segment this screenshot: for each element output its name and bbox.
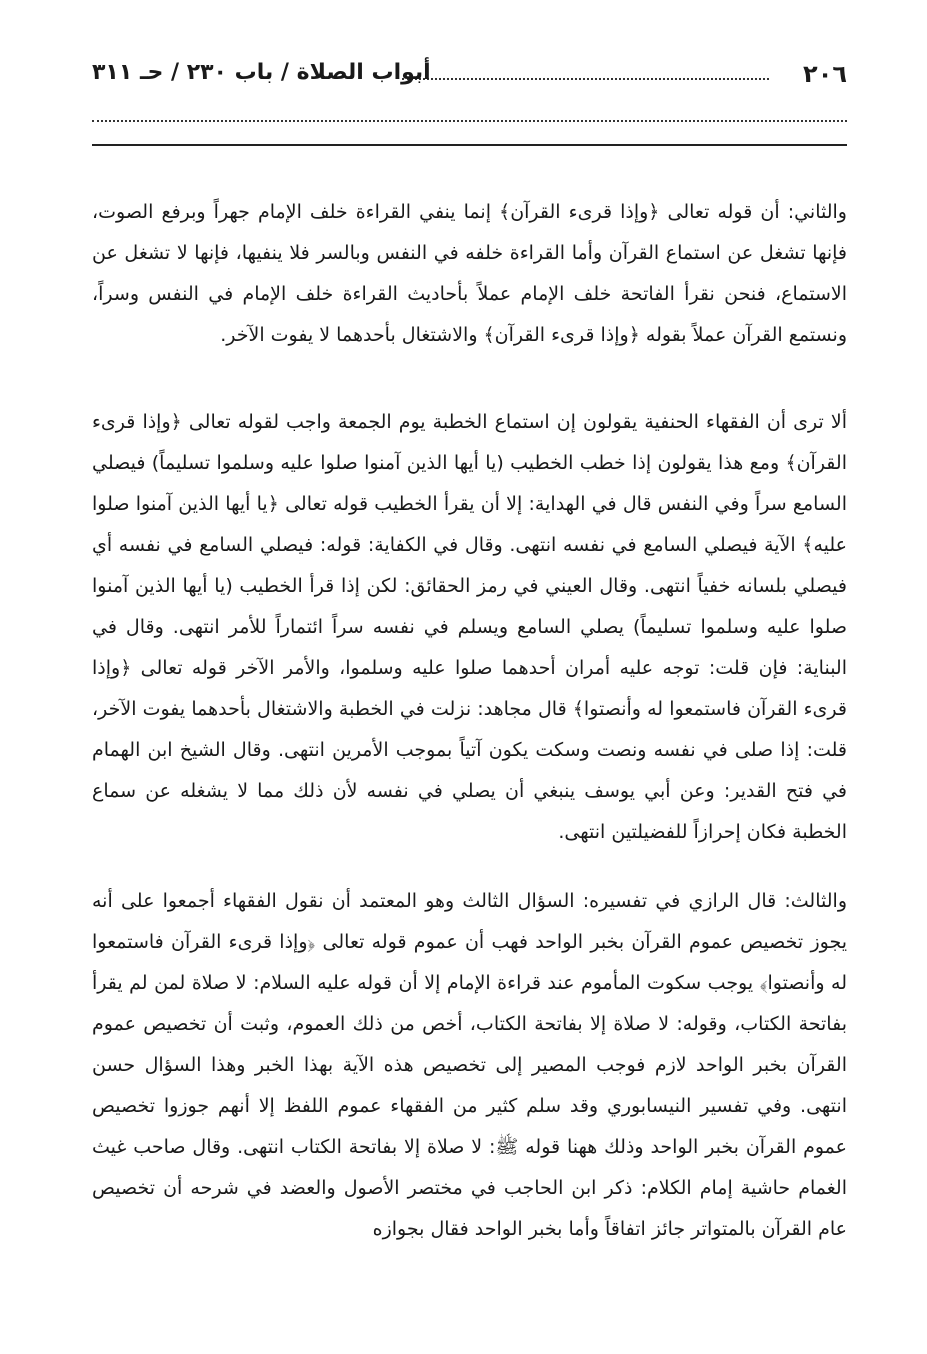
header-dot-leader xyxy=(402,78,769,80)
solid-divider xyxy=(92,144,847,146)
body-text xyxy=(92,192,847,1250)
paragraph-hanafi-sermon: ألا ترى أن الفقهاء الحنفية يقولون إن استماع الخطبة يوم الجمعة واجب لقوله تعالى ﴿وإذا قرىء القرآن﴾ ومع هذا يقولون إذا خطب الخطيب (يا أيها الذين آمنوا صلوا عليه وسلموا تسليماً) فيصلي السامع سراً وفي النفس قال في الهداية: إلا أن يقرأ الخطيب قوله تعالى ﴿يا أيها الذين آمنوا صلوا عليه﴾ الآية فيصلي السامع في نفسه انتهى. وقال في الكفاية: قوله: فيصلي السامع في نفسه أي فيصلي بلسانه خفياً انتهى. وقال العيني في رمز الحقائق: لكن إذا قرأ الخطيب (يا أيها الذين آمنوا صلوا عليه وسلموا تسليماً) يصلي السامع ويسلم في نفسه سراً ائتماراً للأمر انتهى. وقال في البناية: فإن قلت: توجه عليه أمران أحدهما صلوا عليه وسلموا، والأمر الآخر قوله تعالى ﴿وإذا قرىء القرآن فاستمعوا له وأنصتوا﴾ قال مجاهد: نزلت في الخطبة والاشتغال بأحدهما يفوت الآخر، قلت: إذا صلى في نفسه ونصت وسكت يكون آتياً بموجب الأمرين انتهى. وقال الشيخ ابن الهمام في فتح القدير: وعن أبي يوسف ينبغي أن يصلي في نفسه لأن ذلك مما لا يشغله عن سماع الخطبة فكان إحرازاً للفضيلتين انتهى. xyxy=(92,411,847,843)
running-title: أبواب الصلاة / باب ٢٣٠ / حـ ٣١١ xyxy=(92,60,431,85)
paragraph-second-argument: والثاني: أن قوله تعالى ﴿وإذا قرىء القرآن﴾ إنما ينفي القراءة خلف الإمام جهراً وبرفع الصوت، فإنها تشغل عن استماع القرآن وأما القراءة خلفه في النفس وبالسر فلا ينفيها، فإنها لا تشغل عن الاستماع، فنحن نقرأ الفاتحة خلف الإمام عملاً بأحاديث القراءة خلف الإمام في النفس وسراً، ونستمع القرآن عملاً بقوله ﴿وإذا قرىء القرآن﴾ والاشتغال بأحدهما لا يفوت الآخر. xyxy=(92,201,847,346)
page-number: ٢٠٦ xyxy=(803,60,847,88)
dotted-divider xyxy=(92,120,847,122)
page-header xyxy=(92,56,847,96)
paragraph-third-argument: والثالث: قال الرازي في تفسيره: السؤال الثالث وهو المعتمد أن نقول الفقهاء أجمعوا على أنه يجوز تخصيص عموم القرآن بخبر الواحد فهب أن عموم قوله تعالى ﴿وإذا قرىء القرآن فاستمعوا له وأنصتوا﴾ يوجب سكوت المأموم عند قراءة الإمام إلا أن قوله عليه السلام: لا صلاة لمن لم يقرأ بفاتحة الكتاب، وقوله: لا صلاة إلا بفاتحة الكتاب، أخص من ذلك العموم، وثبت أن تخصيص عموم القرآن بخبر الواحد لازم فوجب المصير إلى تخصيص هذه الآية بهذا الخبر وهذا السؤال حسن انتهى. وفي تفسير النيسابوري وقد سلم كثير من الفقهاء عموم اللفظ إلا أنهم جوزوا تخصيص عموم القرآن بخبر الواحد وذلك ههنا قوله ﷺ: لا صلاة إلا بفاتحة الكتاب انتهى. وقال صاحب غيث الغمام حاشية إمام الكلام: ذكر ابن الحاجب في مختصر الأصول والعضد في شرحه أن تخصيص عام القرآن بالمتواتر جائز اتفاقاً وأما بخبر الواحد فقال بجوازه xyxy=(92,890,847,1240)
